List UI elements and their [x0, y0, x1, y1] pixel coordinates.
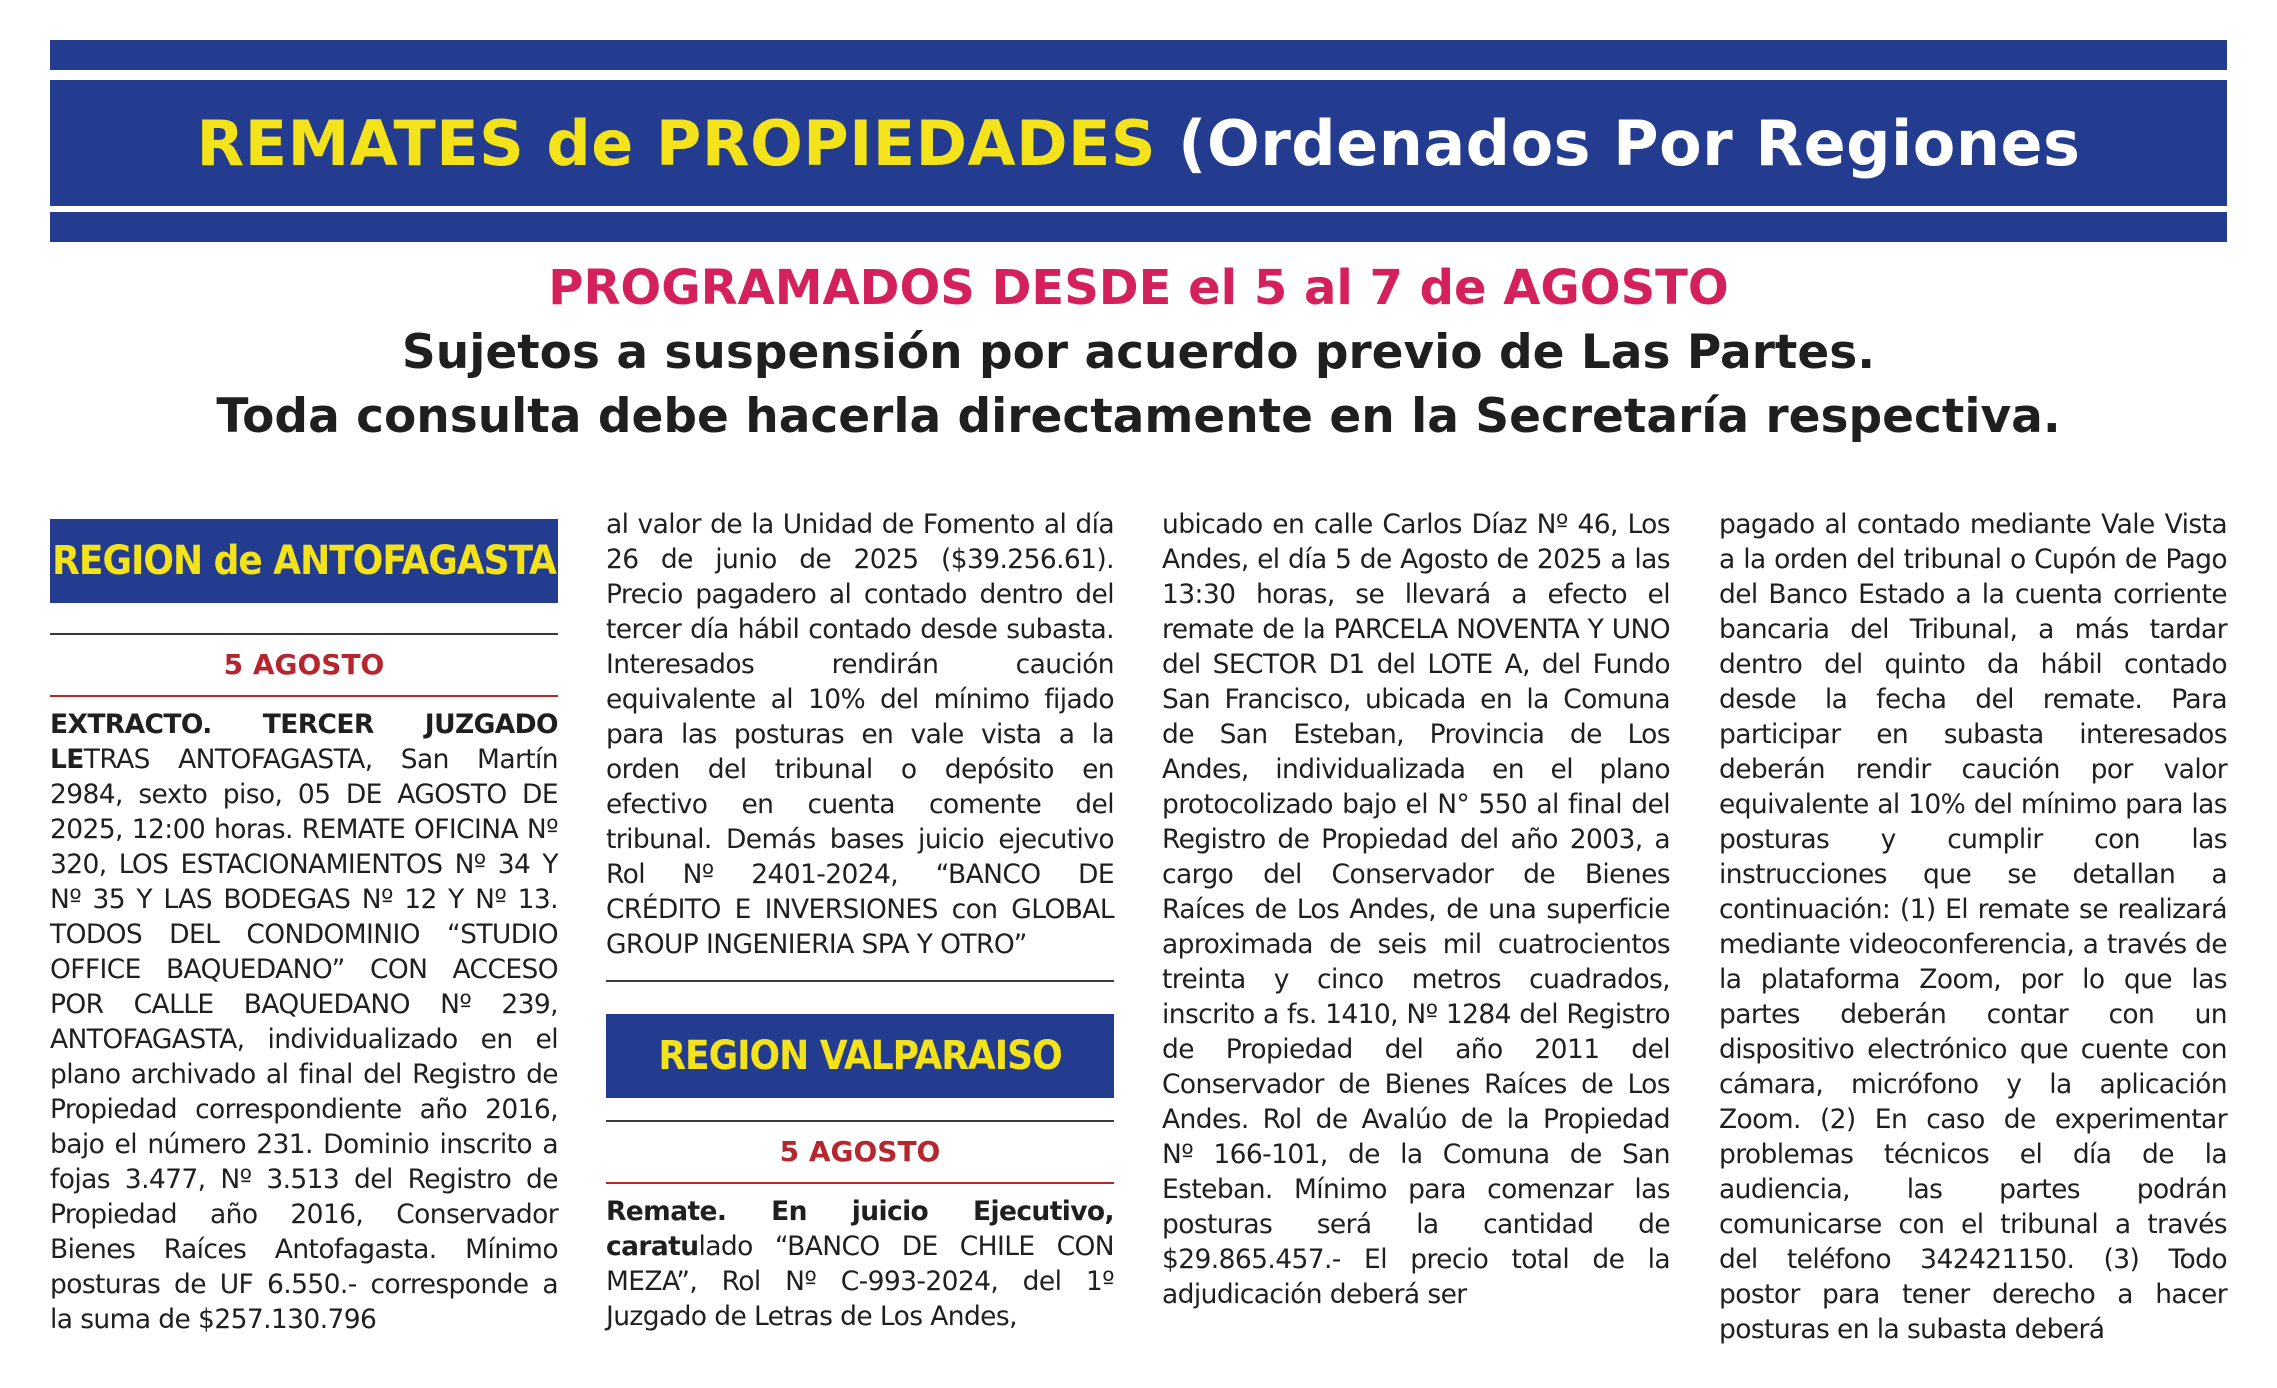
notice-body: lado “BANCO DE CHILE CON MEZA”, Rol Nº C-993-2024, del 1º Juzgado de Letras de Los Andes, — [606, 1231, 1114, 1332]
schedule-dates: PROGRAMADOS DESDE el 5 al 7 de AGOSTO — [548, 260, 1729, 316]
auction-notice-text: pagado al contado mediante Vale Vista a la orden del tribunal o Cupón de Pago del Banco Estado a la cuenta corriente bancaria del Tribunal, a más tardar dentro del quinto da hábil contado desde la fecha del remate. Para participar en subasta interesados deberán rendir caución por valor equivalente al 10% del mínimo para las posturas y cumplir con las instrucciones que se detallan a continuación: (1) El remate se realizará mediante videoconferencia, a través de la plataforma Zoom, por lo que las partes deberán contar con un dispositivo electrónico que cuente con cámara, micrófono y la aplicación Zoom. (2) En caso de experimentar problemas técnicos el día de la audiencia, las partes podrán comunicarse con el tribunal a través del teléfono 342421150. (3) Todo postor para tener derecho a hacer posturas en la subasta deberá — [1719, 509, 2227, 1345]
column-2 — [606, 507, 1114, 1334]
notice-line-1: Sujetos a suspensión por acuerdo previo de Las Partes. — [401, 325, 1876, 380]
banner-title-main: REMATES de PROPIEDADES — [196, 106, 1157, 180]
auction-notice-text: ubicado en calle Carlos Díaz Nº 46, Los Andes, el día 5 de Agosto de 2025 a las 13:30 horas, se llevará a efecto el remate de la PARCELA NOVENTA Y UNO del SECTOR D1 del LOTE A, del Fundo San Francisco, ubicada en la Comuna de San Esteban, Provincia de Los Andes, individualizada en el plano protocolizado bajo el N° 550 al final del Registro de Propiedad del año 2003, a cargo del Conservador de Bienes Raíces de Los Andes, de una superficie aproximada de seis mil cuatrocientos treinta y cinco metros cuadrados, inscrito a fs. 1410, Nº 1284 del Registro de Propiedad del año 2011 del Conservador de Bienes Raíces de Los Andes. Rol de Avalúo de la Propiedad Nº 166-101, de la Comuna de San Esteban. Mínimo para comenzar las posturas será la cantidad de $29.865.457.- El precio total de la adjudicación deberá ser — [1162, 509, 1670, 1310]
header-banner — [50, 80, 2227, 206]
divider — [50, 695, 558, 697]
banner-bottom-stripe — [50, 212, 2227, 242]
divider — [606, 980, 1114, 982]
auction-notice-text — [606, 1194, 1114, 1334]
column-4 — [1719, 507, 2227, 1347]
auction-date: 5 AGOSTO — [223, 648, 385, 681]
column-3 — [1162, 507, 1670, 1312]
region-header-valparaiso — [606, 1014, 1114, 1098]
column-1 — [50, 507, 558, 1337]
notice-body: TRAS ANTOFAGASTA, San Martín 2984, sexto piso, 05 DE AGOSTO DE 2025, 12:00 horas. REMATE OFICINA Nº 320, LOS ESTACIONAMIENTOS Nº 34 Y Nº 35 Y LAS BODEGAS Nº 12 Y Nº 13. TODOS DEL CONDOMINIO “STUDIO OFFICE BAQUEDANO” CON ACCESO POR CALLE BAQUEDANO Nº 239, ANTOFAGASTA, individualizado en el plano archivado al final del Registro de Propiedad correspondiente año 2016, bajo el número 231. Dominio inscrito a fojas 3.477, Nº 3.513 del Registro de Propiedad año 2016, Conservador Bienes Raíces Antofagasta. Mínimo posturas de UF 6.550.- corresponde a la suma de $257.130.796 — [50, 744, 558, 1335]
region-title: REGION VALPARAISO — [658, 1033, 1062, 1079]
banner-title — [197, 107, 2081, 180]
auction-notice-text — [50, 707, 558, 1337]
notice-lead: EXTRACTO. TERCER JUZGADO LE — [50, 709, 558, 775]
banner-top-stripe — [50, 40, 2227, 70]
banner-title-sub: (Ordenados Por Regiones — [1178, 106, 2081, 180]
divider — [606, 1182, 1114, 1184]
notice-line-2: Toda consulta debe hacerla directamente en la Secretaría respectiva. — [216, 389, 2061, 444]
auction-date: 5 AGOSTO — [779, 1135, 941, 1168]
region-title: REGION de ANTOFAGASTA — [52, 538, 556, 584]
auction-notice-text: al valor de la Unidad de Fomento al día 26 de junio de 2025 ($39.256.61). Precio pagadero al contado dentro del tercer día hábil contado desde subasta. Interesados rendirán caución equivalente al 10% del mínimo fijado para las posturas en vale vista a la orden del tribunal o depósito en efectivo en cuenta comente del tribunal. Demás bases juicio ejecutivo Rol Nº 2401-2024, “BANCO DE CRÉDITO E INVERSIONES con GLOBAL GROUP INGENIERIA SPA Y OTRO” — [606, 509, 1114, 960]
region-header-antofagasta — [50, 519, 558, 603]
notice-lead: Remate. En juicio Ejecutivo, caratu — [606, 1196, 1114, 1262]
subheader — [0, 255, 2277, 449]
